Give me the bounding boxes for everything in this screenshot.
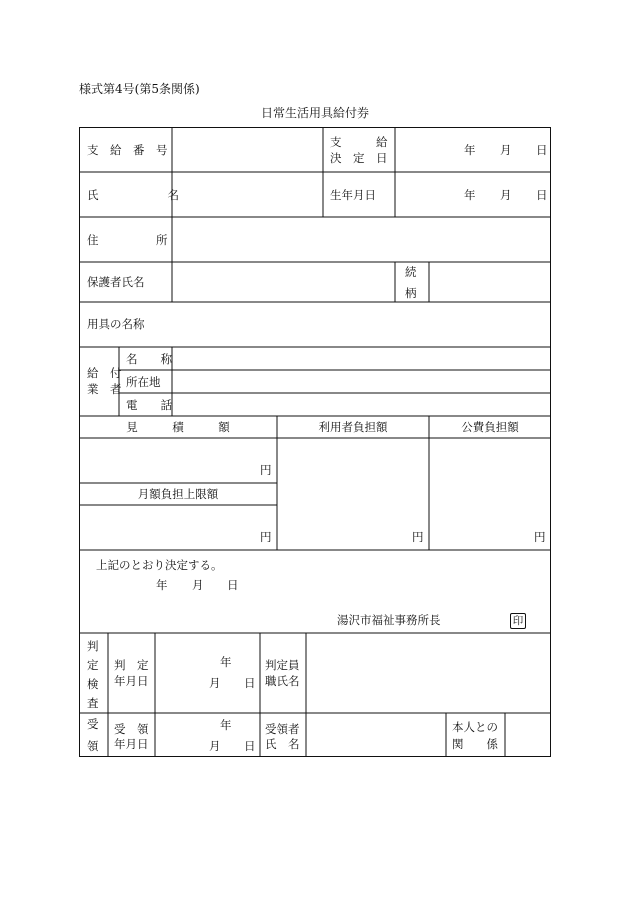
birthdate-day: 日 (536, 188, 548, 202)
judgment-date-year: 年 (220, 655, 232, 669)
estimate-yen-unit: 円 (260, 463, 272, 477)
judgment-date-label-line1: 判 定 (114, 658, 149, 672)
user-burden-header: 利用者負担額 (318, 420, 388, 434)
vendor-label-line1: 給 付 (87, 366, 122, 380)
public-burden-yen-unit: 円 (534, 530, 546, 544)
receiver-label-line2: 氏 名 (265, 737, 300, 751)
judgment-date-month: 月 (209, 676, 221, 690)
birthdate-year: 年 (464, 188, 476, 202)
decision-issue-month: 月 (192, 578, 204, 592)
receipt-date-year: 年 (220, 718, 232, 732)
receipt-date-day: 日 (244, 739, 256, 753)
monthly-limit-yen-unit: 円 (260, 530, 272, 544)
judgment-label-char-1: 判 (87, 639, 99, 653)
judge-officer-label-line1: 判定員 (265, 658, 300, 672)
document-title: 日常生活用具給付券 (260, 106, 369, 120)
estimate-header: 見 積 額 (126, 420, 230, 434)
vendor-name-label: 名 称 (126, 352, 172, 366)
form-number-label: 様式第4号(第5条関係) (79, 82, 200, 96)
name-label: 氏 名 (87, 188, 179, 202)
supply-number-label: 支 給 番 号 (87, 143, 168, 157)
judgment-label-char-2: 定 (87, 658, 99, 672)
receiver-label-line1: 受領者 (265, 722, 300, 736)
receipt-label-char-1: 受 (87, 717, 99, 731)
voucher-form-table (79, 127, 551, 757)
birthdate-label: 生年月日 (330, 188, 376, 202)
relation-label-line1: 続 (405, 265, 417, 279)
issuer-name: 湯沢市福祉事務所長 (337, 613, 441, 627)
decision-issue-day: 日 (227, 578, 239, 592)
receipt-date-month: 月 (209, 739, 221, 753)
vendor-label-line2: 業 者 (87, 382, 122, 396)
judgment-date-day: 日 (244, 676, 256, 690)
vendor-phone-label: 電 話 (126, 398, 172, 412)
vendor-location-label: 所在地 (126, 375, 161, 389)
judge-officer-label-line2: 職氏名 (265, 674, 300, 688)
birthdate-month: 月 (500, 188, 512, 202)
guardian-name-label: 保護者氏名 (87, 275, 145, 289)
judgment-date-label-line2: 年月日 (114, 674, 149, 688)
decision-date-year: 年 (464, 143, 476, 157)
supply-decision-label-line1: 支 給 (330, 135, 388, 149)
decision-date-month: 月 (500, 143, 512, 157)
user-burden-yen-unit: 円 (412, 530, 424, 544)
seal-mark: 印 (510, 613, 526, 629)
receipt-date-label-line2: 年月日 (114, 737, 149, 751)
receipt-date-label-line1: 受 領 (114, 722, 149, 736)
public-burden-header: 公費負担額 (461, 420, 519, 434)
decision-statement: 上記のとおり決定する。 (96, 558, 223, 572)
relation-to-person-label-line2: 関 係 (452, 737, 498, 751)
receipt-label-char-2: 領 (87, 739, 99, 753)
judgment-label-char-3: 検 (87, 677, 99, 691)
supply-decision-label-line2: 決 定 日 (330, 151, 388, 165)
relation-to-person-label-line1: 本人との (452, 720, 498, 734)
form-grid-lines (79, 127, 551, 757)
decision-issue-year: 年 (156, 578, 168, 592)
monthly-limit-header: 月額負担上限額 (137, 487, 219, 501)
relation-label-line2: 柄 (405, 286, 417, 300)
judgment-label-char-4: 査 (87, 696, 99, 710)
decision-date-day: 日 (536, 143, 548, 157)
item-name-label: 用具の名称 (87, 317, 145, 331)
address-label: 住 所 (87, 233, 168, 247)
